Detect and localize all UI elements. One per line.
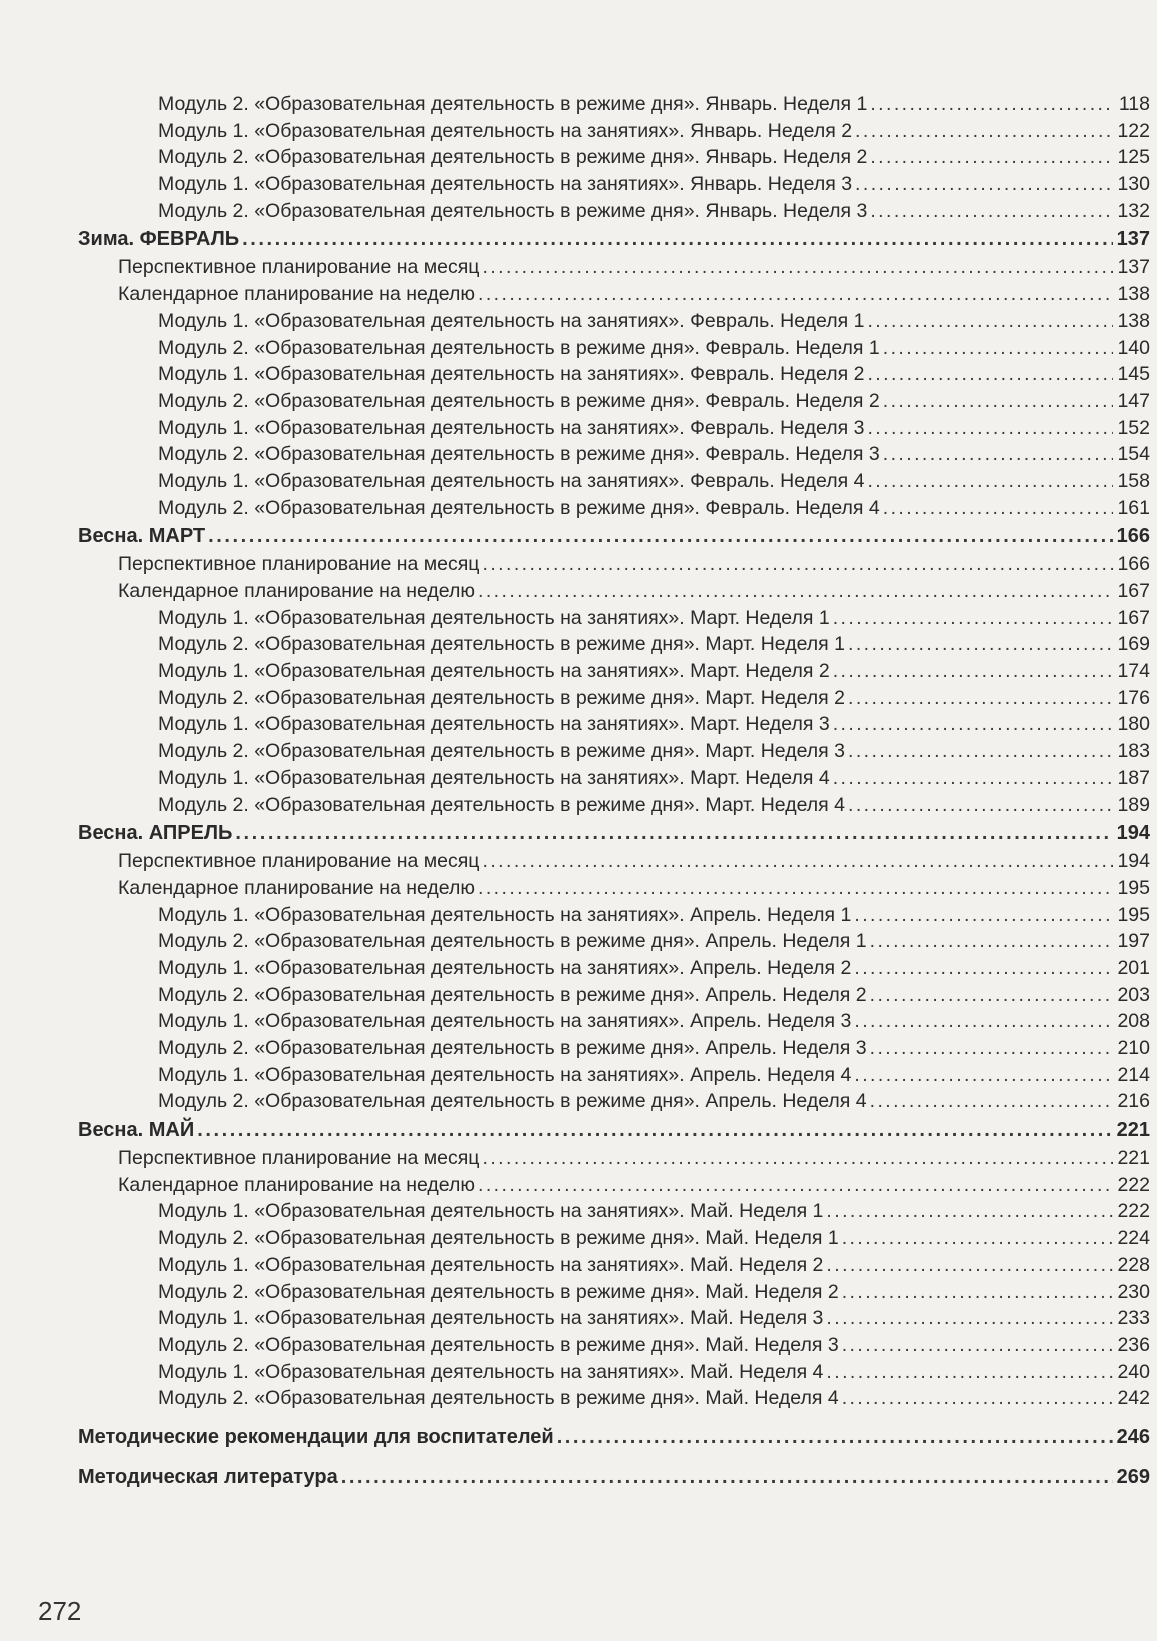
toc-entry <box>78 631 1150 658</box>
dot-leader <box>883 335 1113 362</box>
toc-subsection <box>78 551 1150 578</box>
toc-entry-page: 138 <box>1117 283 1150 306</box>
toc-entry-page: 228 <box>1117 1253 1150 1276</box>
toc-entry-page: 216 <box>1117 1090 1150 1113</box>
toc-subsection <box>78 254 1150 281</box>
dot-leader <box>842 1225 1113 1252</box>
toc-entry-page: 183 <box>1117 740 1150 763</box>
toc-entry-title: Весна. АПРЕЛЬ <box>78 822 233 845</box>
toc-entry-title: Модуль 2. «Образовательная деятельность в режиме дня». Март. Неделя 3 <box>158 740 845 763</box>
toc-entry <box>78 1332 1150 1359</box>
dot-leader <box>557 1422 1113 1452</box>
page-number: 272 <box>38 1596 82 1626</box>
toc-entry-page: 242 <box>1117 1387 1150 1410</box>
toc-entry-page: 137 <box>1117 256 1150 279</box>
toc-entry-page: 132 <box>1117 199 1150 222</box>
toc-entry-page: 167 <box>1117 606 1150 629</box>
toc-entry <box>78 388 1150 415</box>
toc-entry-title: Модуль 2. «Образовательная деятельность в режиме дня». Март. Неделя 2 <box>158 686 845 709</box>
toc-entry-title: Весна. МАЙ <box>78 1119 195 1142</box>
dot-leader <box>870 928 1113 955</box>
toc-entry-title: Модуль 1. «Образовательная деятельность на занятиях». Январь. Неделя 3 <box>158 173 853 196</box>
dot-leader <box>235 818 1113 848</box>
toc-entry-title: Модуль 1. «Образовательная деятельность на занятиях». Апрель. Неделя 2 <box>158 956 852 979</box>
toc-entry <box>78 605 1150 632</box>
dot-leader <box>867 415 1113 442</box>
dot-leader <box>197 1115 1113 1145</box>
toc-entry-title: Модуль 2. «Образовательная деятельность в режиме дня». Апрель. Неделя 1 <box>158 930 867 953</box>
toc-entry <box>78 1035 1150 1062</box>
toc-entry-page: 176 <box>1117 686 1150 709</box>
toc-entry-page: 221 <box>1117 1147 1150 1170</box>
toc-subsection <box>78 281 1150 308</box>
dot-leader <box>848 685 1113 712</box>
toc-section <box>78 521 1150 551</box>
toc-entry <box>78 1305 1150 1332</box>
dot-leader <box>870 1035 1113 1062</box>
dot-leader <box>482 254 1113 281</box>
toc-entry <box>78 308 1150 335</box>
toc-entry-title: Модуль 2. «Образовательная деятельность в режиме дня». Апрель. Неделя 2 <box>158 983 867 1006</box>
dot-leader <box>870 198 1113 225</box>
dot-leader <box>341 1462 1113 1492</box>
toc-section <box>78 1462 1150 1492</box>
toc-entry-title: Модуль 1. «Образовательная деятельность на занятиях». Апрель. Неделя 4 <box>158 1063 852 1086</box>
toc-subsection <box>78 1145 1150 1172</box>
toc-subsection <box>78 578 1150 605</box>
toc-entry-title: Модуль 1. «Образовательная деятельность на занятиях». Март. Неделя 2 <box>158 660 830 683</box>
toc-entry-page: 147 <box>1117 389 1150 412</box>
toc-entry-page: 125 <box>1117 146 1150 169</box>
toc-entry-page: 140 <box>1117 336 1150 359</box>
dot-leader <box>848 738 1113 765</box>
toc-entry-page: 138 <box>1117 309 1150 332</box>
toc-entry-page: 224 <box>1117 1227 1150 1250</box>
dot-leader <box>848 631 1113 658</box>
toc-entry-page: 201 <box>1117 956 1150 979</box>
toc-entry-title: Модуль 2. «Образовательная деятельность в режиме дня». Январь. Неделя 2 <box>158 146 868 169</box>
toc-entry-title: Модуль 1. «Образовательная деятельность на занятиях». Апрель. Неделя 3 <box>158 1010 852 1033</box>
toc-entry-page: 154 <box>1117 443 1150 466</box>
toc-entry-page: 194 <box>1117 850 1150 873</box>
toc-entry <box>78 91 1150 118</box>
toc-entry-page: 236 <box>1117 1333 1150 1356</box>
dot-leader <box>870 144 1113 171</box>
dot-leader <box>855 118 1113 145</box>
dot-leader <box>833 605 1113 632</box>
toc-entry <box>78 361 1150 388</box>
toc-entry-page: 210 <box>1117 1037 1150 1059</box>
dot-leader <box>478 578 1113 605</box>
toc-entry-page: 161 <box>1117 496 1150 519</box>
toc-entry-page: 221 <box>1116 1119 1150 1142</box>
toc-entry-page: 167 <box>1117 580 1150 602</box>
toc-entry-title: Модуль 2. «Образовательная деятельность в режиме дня». Май. Неделя 3 <box>158 1333 839 1356</box>
toc-section <box>78 224 1150 254</box>
toc-entry <box>78 415 1150 442</box>
dot-leader <box>826 1359 1113 1386</box>
toc-entry-title: Модуль 1. «Образовательная деятельность на занятиях». Февраль. Неделя 3 <box>158 416 865 439</box>
toc-subsection <box>78 848 1150 875</box>
toc-entry <box>78 171 1150 198</box>
dot-leader <box>833 711 1113 738</box>
toc-entry-title: Модуль 1. «Образовательная деятельность на занятиях». Май. Неделя 4 <box>158 1360 824 1383</box>
toc-entry-title: Модуль 1. «Образовательная деятельность на занятиях». Март. Неделя 1 <box>158 606 830 629</box>
toc-entry-title: Модуль 1. «Образовательная деятельность на занятиях». Май. Неделя 3 <box>158 1307 824 1330</box>
dot-leader <box>478 281 1113 308</box>
toc-entry <box>78 792 1150 819</box>
toc-entry-page: 169 <box>1117 633 1150 656</box>
toc-entry-title: Модуль 1. «Образовательная деятельность на занятиях». Март. Неделя 3 <box>158 713 830 736</box>
toc-entry-page: 230 <box>1117 1280 1150 1303</box>
toc-entry-title: Модуль 2. «Образовательная деятельность в режиме дня». Апрель. Неделя 3 <box>158 1037 867 1059</box>
dot-leader <box>842 1279 1113 1306</box>
dot-leader <box>883 441 1113 468</box>
toc-entry-page: 222 <box>1117 1173 1150 1196</box>
toc-entry-title: Перспективное планирование на месяц <box>118 850 480 873</box>
dot-leader <box>848 792 1113 819</box>
toc-entry-page: 194 <box>1116 822 1150 845</box>
toc-entry-title: Календарное планирование на неделю <box>118 283 475 306</box>
toc-entry-title: Методическая литература <box>78 1465 338 1488</box>
toc-entry-title: Модуль 1. «Образовательная деятельность на занятиях». Апрель. Неделя 1 <box>158 903 852 926</box>
toc-entry-page: 166 <box>1117 553 1150 576</box>
toc-entry-page: 130 <box>1117 173 1150 196</box>
toc-entry <box>78 738 1150 765</box>
dot-leader <box>854 1008 1113 1035</box>
toc-entry <box>78 1008 1150 1035</box>
toc-entry-title: Календарное планирование на неделю <box>118 876 475 899</box>
dot-leader <box>883 495 1113 522</box>
toc-section <box>78 1422 1150 1452</box>
dot-leader <box>826 1305 1113 1332</box>
dot-leader <box>482 551 1113 578</box>
dot-leader <box>870 91 1113 118</box>
dot-leader <box>867 361 1113 388</box>
toc-entry <box>78 955 1150 982</box>
toc-entry-title: Модуль 2. «Образовательная деятельность в режиме дня». Май. Неделя 2 <box>158 1280 839 1303</box>
dot-leader <box>478 1172 1113 1199</box>
toc-entry <box>78 1062 1150 1089</box>
toc-section <box>78 1115 1150 1145</box>
toc-section <box>78 818 1150 848</box>
toc-entry-page: 152 <box>1117 416 1150 439</box>
dot-leader <box>883 388 1113 415</box>
dot-leader <box>870 982 1113 1009</box>
toc-entry-title: Перспективное планирование на месяц <box>118 1147 480 1170</box>
dot-leader <box>833 658 1113 685</box>
toc-entry <box>78 1225 1150 1252</box>
toc-entry-title: Модуль 1. «Образовательная деятельность на занятиях». Март. Неделя 4 <box>158 766 830 789</box>
dot-leader <box>854 955 1113 982</box>
dot-leader <box>208 521 1113 551</box>
toc-entry-page: 187 <box>1117 766 1150 789</box>
toc-entry-title: Модуль 2. «Образовательная деятельность в режиме дня». Май. Неделя 1 <box>158 1227 839 1250</box>
toc-entry-title: Перспективное планирование на месяц <box>118 553 480 576</box>
toc-entry-title: Модуль 2. «Образовательная деятельность в режиме дня». Февраль. Неделя 2 <box>158 389 880 412</box>
table-of-contents <box>78 91 1150 1492</box>
toc-entry-page: 269 <box>1116 1465 1150 1488</box>
toc-entry-title: Модуль 2. «Образовательная деятельность в режиме дня». Май. Неделя 4 <box>158 1387 839 1410</box>
toc-entry <box>78 1359 1150 1386</box>
dot-leader <box>482 848 1113 875</box>
toc-entry <box>78 335 1150 362</box>
toc-entry-page: 189 <box>1117 793 1150 816</box>
dot-leader <box>854 1062 1113 1089</box>
toc-entry-title: Модуль 2. «Образовательная деятельность в режиме дня». Январь. Неделя 1 <box>158 93 868 115</box>
toc-entry <box>78 1252 1150 1279</box>
toc-entry-page: 166 <box>1116 525 1150 548</box>
toc-entry-page: 233 <box>1117 1307 1150 1330</box>
toc-entry-title: Модуль 2. «Образовательная деятельность в режиме дня». Февраль. Неделя 4 <box>158 496 880 519</box>
toc-entry-title: Перспективное планирование на месяц <box>118 256 480 279</box>
toc-entry-title: Модуль 1. «Образовательная деятельность на занятиях». Май. Неделя 1 <box>158 1200 824 1223</box>
toc-entry-page: 145 <box>1117 363 1150 386</box>
toc-entry-title: Модуль 1. «Образовательная деятельность на занятиях». Февраль. Неделя 1 <box>158 309 865 332</box>
toc-entry-page: 137 <box>1116 228 1150 251</box>
toc-entry-page: 195 <box>1117 903 1150 926</box>
toc-entry-title: Модуль 1. «Образовательная деятельность на занятиях». Май. Неделя 2 <box>158 1253 824 1276</box>
toc-entry <box>78 765 1150 792</box>
toc-entry-title: Модуль 2. «Образовательная деятельность в режиме дня». Январь. Неделя 3 <box>158 199 868 222</box>
toc-entry-page: 222 <box>1117 1200 1150 1223</box>
dot-leader <box>867 308 1113 335</box>
toc-entry-page: 195 <box>1117 876 1150 899</box>
toc-entry-title: Модуль 2. «Образовательная деятельность в режиме дня». Апрель. Неделя 4 <box>158 1090 867 1113</box>
toc-entry-page: 240 <box>1117 1360 1150 1383</box>
dot-leader <box>854 902 1113 929</box>
dot-leader <box>842 1385 1113 1412</box>
toc-entry-title: Календарное планирование на неделю <box>118 1173 475 1196</box>
toc-entry <box>78 711 1150 738</box>
toc-entry-page: 208 <box>1117 1010 1150 1033</box>
toc-entry <box>78 982 1150 1009</box>
toc-entry-page: 246 <box>1116 1425 1150 1448</box>
toc-entry <box>78 1385 1150 1412</box>
toc-entry-title: Модуль 1. «Образовательная деятельность на занятиях». Февраль. Неделя 2 <box>158 363 865 386</box>
toc-entry-page: 158 <box>1117 469 1150 492</box>
toc-entry <box>78 928 1150 955</box>
dot-leader <box>826 1252 1113 1279</box>
toc-entry-page: 118 <box>1118 93 1150 115</box>
toc-entry-page: 197 <box>1117 930 1150 953</box>
toc-entry-page: 203 <box>1117 983 1150 1006</box>
toc-entry-page: 214 <box>1117 1063 1150 1086</box>
toc-entry <box>78 1088 1150 1115</box>
toc-entry-page: 122 <box>1117 119 1150 142</box>
toc-entry <box>78 1279 1150 1306</box>
toc-entry-title: Зима. ФЕВРАЛЬ <box>78 228 240 251</box>
dot-leader <box>482 1145 1113 1172</box>
toc-entry-page: 174 <box>1117 660 1150 683</box>
toc-entry-title: Методические рекомендации для воспитателей <box>78 1425 554 1448</box>
dot-leader <box>826 1198 1113 1225</box>
toc-entry-title: Календарное планирование на неделю <box>118 580 475 602</box>
dot-leader <box>867 468 1113 495</box>
toc-entry-page: 180 <box>1117 713 1150 736</box>
toc-entry <box>78 1198 1150 1225</box>
toc-entry <box>78 441 1150 468</box>
toc-entry <box>78 902 1150 929</box>
toc-entry <box>78 658 1150 685</box>
dot-leader <box>242 224 1113 254</box>
toc-entry <box>78 495 1150 522</box>
dot-leader <box>842 1332 1113 1359</box>
dot-leader <box>833 765 1113 792</box>
toc-entry-title: Модуль 1. «Образовательная деятельность на занятиях». Февраль. Неделя 4 <box>158 469 865 492</box>
toc-entry-title: Модуль 1. «Образовательная деятельность на занятиях». Январь. Неделя 2 <box>158 119 853 142</box>
dot-leader <box>478 875 1113 902</box>
toc-subsection <box>78 1172 1150 1199</box>
toc-entry-title: Модуль 2. «Образовательная деятельность в режиме дня». Март. Неделя 4 <box>158 793 845 816</box>
toc-entry <box>78 685 1150 712</box>
toc-entry <box>78 118 1150 145</box>
toc-entry <box>78 144 1150 171</box>
toc-entry-title: Модуль 2. «Образовательная деятельность в режиме дня». Февраль. Неделя 1 <box>158 336 880 359</box>
dot-leader <box>870 1088 1113 1115</box>
toc-entry-title: Модуль 2. «Образовательная деятельность в режиме дня». Февраль. Неделя 3 <box>158 443 880 466</box>
toc-entry-title: Весна. МАРТ <box>78 525 206 548</box>
dot-leader <box>855 171 1113 198</box>
toc-entry <box>78 198 1150 225</box>
toc-subsection <box>78 875 1150 902</box>
toc-entry <box>78 468 1150 495</box>
toc-entry-title: Модуль 2. «Образовательная деятельность в режиме дня». Март. Неделя 1 <box>158 633 845 656</box>
